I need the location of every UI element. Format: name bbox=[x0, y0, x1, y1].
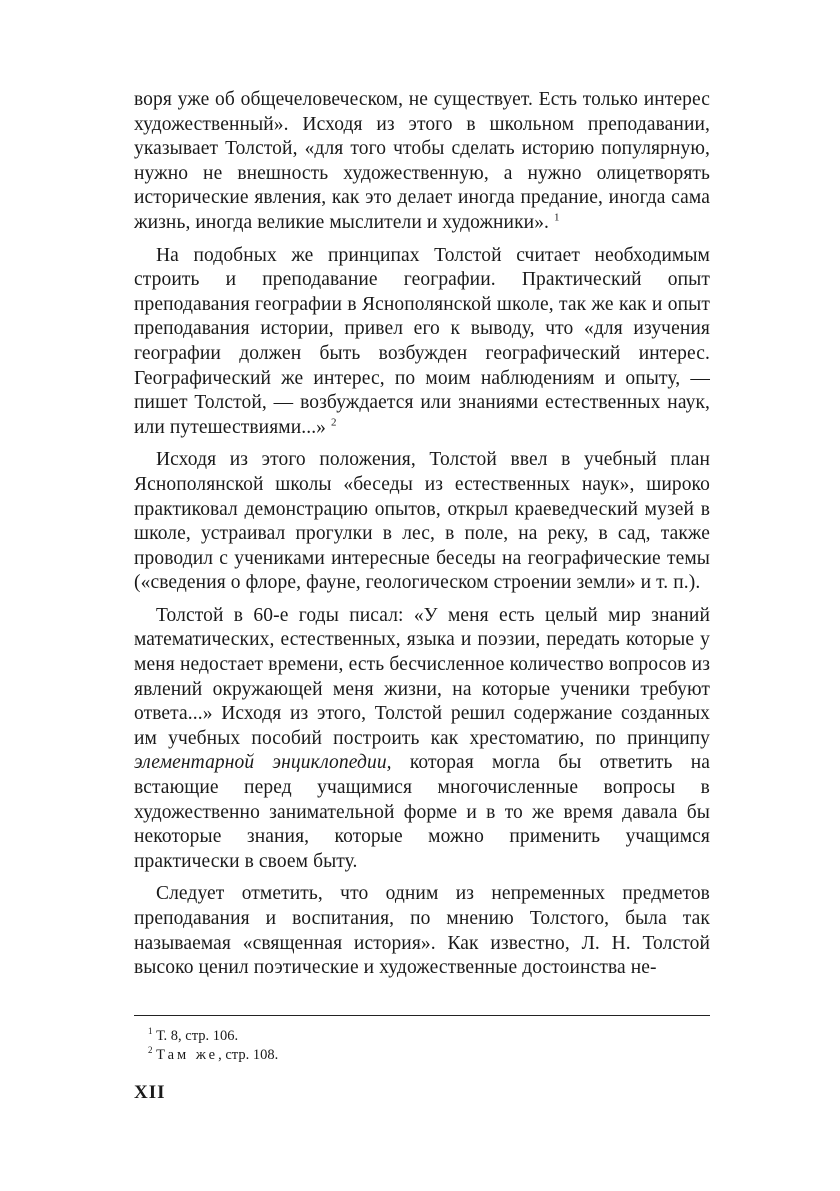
paragraph-5 bbox=[134, 882, 710, 980]
footnote-divider bbox=[134, 1015, 710, 1016]
paragraph-2 bbox=[134, 244, 710, 441]
paragraph-3-text: Исходя из этого положения, Толстой ввел в учебный план Яснополянской школы «беседы из естественных наук», широко практиковал демонстрацию опытов, открыл краеведческий музей в школе, устраивал прогулки в лес, в поле, на реку, в сад, также проводил с учениками интересные беседы на географические темы («сведения о флоре, фауне, геологическом строении земли» и т. п.). bbox=[134, 449, 710, 594]
footnote-1-mark: 1 bbox=[148, 1026, 153, 1037]
footnote-ref-2: 2 bbox=[331, 416, 337, 429]
paragraph-1-text: воря уже об общечеловеческом, не существует. Есть только интерес художественный». Исходя из этого в школьном преподавании, указывает Толстой, «для того чтобы сделать историю популярную, нужно не внешность художественную, а нужно олицетворять исторические явления, как это делает иногда предание, иногда сама жизнь, иногда великие мыслители и художники». bbox=[134, 89, 710, 233]
footnote-2 bbox=[148, 1046, 688, 1065]
paragraph-4-text-before: Толстой в 60-е годы писал: «У меня есть целый мир знаний математических, естественных, языка и поэзии, передать которые у меня недостает времени, есть бесчисленное количество вопросов из явлений окружающей меня жизни, на которые ученики требуют ответа...» Исходя из этого, Толстой решил содержание созданных им учебных пособий построить как хрестоматию, по принципу bbox=[134, 604, 710, 749]
footnote-2-text: , стр. 108. bbox=[218, 1046, 279, 1063]
paragraph-3 bbox=[134, 448, 710, 596]
main-text bbox=[134, 88, 710, 989]
paragraph-4-emphasis: элементарной энциклопедии, bbox=[134, 752, 392, 774]
paragraph-4-text-after: которая могла бы ответить на встающие перед учащимися многочисленные вопросы в художественно занимательной форме и в то же время давала бы некоторые знания, которые можно применить учащимся практически в своем быту. bbox=[134, 752, 710, 872]
footnote-1 bbox=[148, 1027, 688, 1046]
page-number: XII bbox=[134, 1082, 166, 1103]
footnote-ref-1: 1 bbox=[554, 211, 560, 224]
footnote-1-text: Т. 8, стр. 106. bbox=[156, 1028, 239, 1044]
footnote-2-spaced-text: Там же bbox=[156, 1046, 219, 1063]
paragraph-2-text: На подобных же принципах Толстой считает необходимым строить и преподавание географии. Практический опыт преподавания географии в Яснополянской школе, так же как и опыт преподавания истории, привел его к выводу, что «для изучения географии должен быть возбужден географический интерес. Географический же интерес, по моим наблюдениям и опыту, — пишет Толстой, — возбуждается или знаниями естественных наук, или путешествиями...» bbox=[134, 244, 710, 438]
paragraph-4 bbox=[134, 604, 710, 875]
paragraph-5-text: Следует отметить, что одним из непременных предметов преподавания и воспитания, по мнению Толстого, была так называемая «священная история». Как известно, Л. Н. Толстой высоко ценил поэтические и художественные достоинства не- bbox=[134, 883, 710, 979]
paragraph-1 bbox=[134, 88, 710, 236]
footnotes bbox=[148, 1027, 688, 1064]
footnote-2-mark: 2 bbox=[148, 1044, 153, 1055]
